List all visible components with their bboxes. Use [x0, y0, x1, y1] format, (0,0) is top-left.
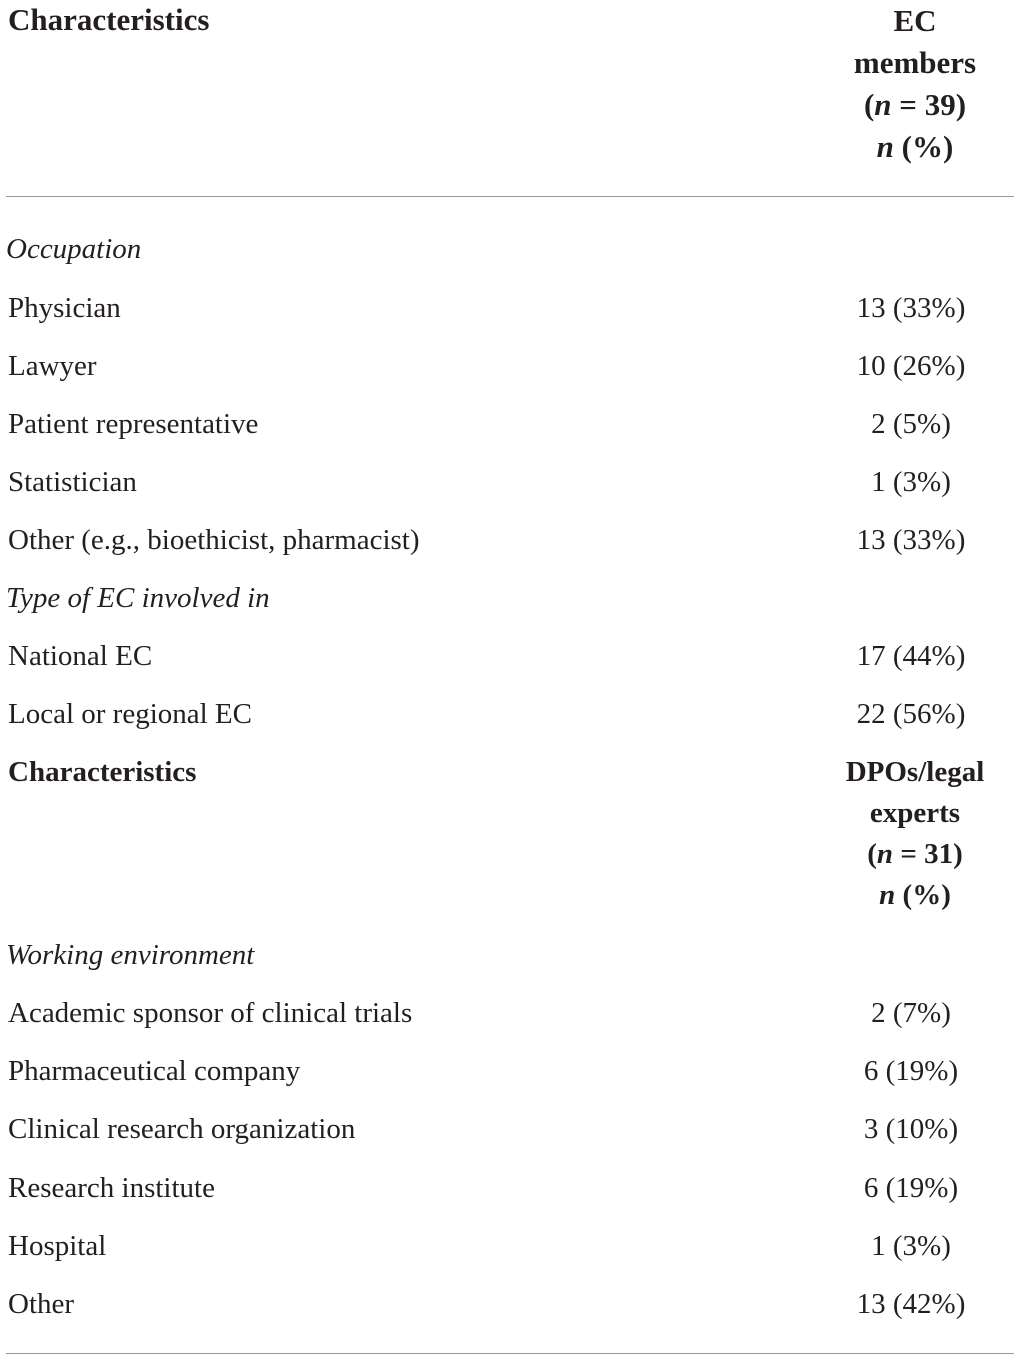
row-label: Pharmaceutical company: [8, 1055, 301, 1087]
header-line: EC: [893, 3, 937, 38]
row-value: 1 (3%): [871, 1230, 951, 1262]
column-header-characteristics-2: Characteristics: [8, 756, 197, 788]
row-value: 6 (19%): [863, 1172, 959, 1204]
row-value: 2 (7%): [871, 997, 951, 1029]
row-label: National EC: [8, 640, 153, 672]
table-bottom-rule: [6, 1353, 1014, 1354]
row-label: Local or regional EC: [8, 698, 252, 730]
header-line: n (%): [876, 129, 954, 164]
row-label: Hospital: [8, 1230, 107, 1262]
row-label: Lawyer: [8, 350, 97, 382]
row-value: 3 (10%): [863, 1113, 959, 1145]
column-header-characteristics: Characteristics: [8, 2, 210, 37]
section-title-occupation: Occupation: [6, 233, 142, 265]
header-divider: [6, 196, 1014, 197]
row-value: 10 (26%): [856, 350, 966, 382]
row-value: 13 (33%): [856, 524, 966, 556]
row-value: 22 (56%): [856, 698, 966, 730]
header-line: n (%): [879, 879, 951, 911]
row-label: Academic sponsor of clinical trials: [8, 997, 413, 1029]
row-value: 2 (5%): [871, 408, 951, 440]
section-title-working-environment: Working environment: [6, 939, 255, 971]
header-line: DPOs/legal: [845, 756, 985, 788]
header-line: experts: [869, 797, 961, 829]
column-header-ec-members: [800, 0, 1019, 168]
header-line: (n = 39): [863, 87, 967, 122]
row-label: Physician: [8, 292, 121, 324]
row-label: Research institute: [8, 1172, 215, 1204]
row-value: 13 (42%): [856, 1288, 966, 1320]
row-value: 1 (3%): [871, 466, 951, 498]
row-value: 13 (33%): [856, 292, 966, 324]
row-label: Statistician: [8, 466, 137, 498]
header-line: (n = 31): [867, 838, 963, 870]
header-line: members: [853, 45, 977, 80]
section-title-ec-type: Type of EC involved in: [6, 582, 270, 614]
row-value: 6 (19%): [863, 1055, 959, 1087]
row-label: Other (e.g., bioethicist, pharmacist): [8, 524, 420, 556]
row-label: Other: [8, 1288, 75, 1320]
row-value: 17 (44%): [856, 640, 966, 672]
row-label: Patient representative: [8, 408, 259, 440]
column-header-dpo-legal: [800, 752, 1019, 916]
row-label: Clinical research organization: [8, 1113, 356, 1145]
